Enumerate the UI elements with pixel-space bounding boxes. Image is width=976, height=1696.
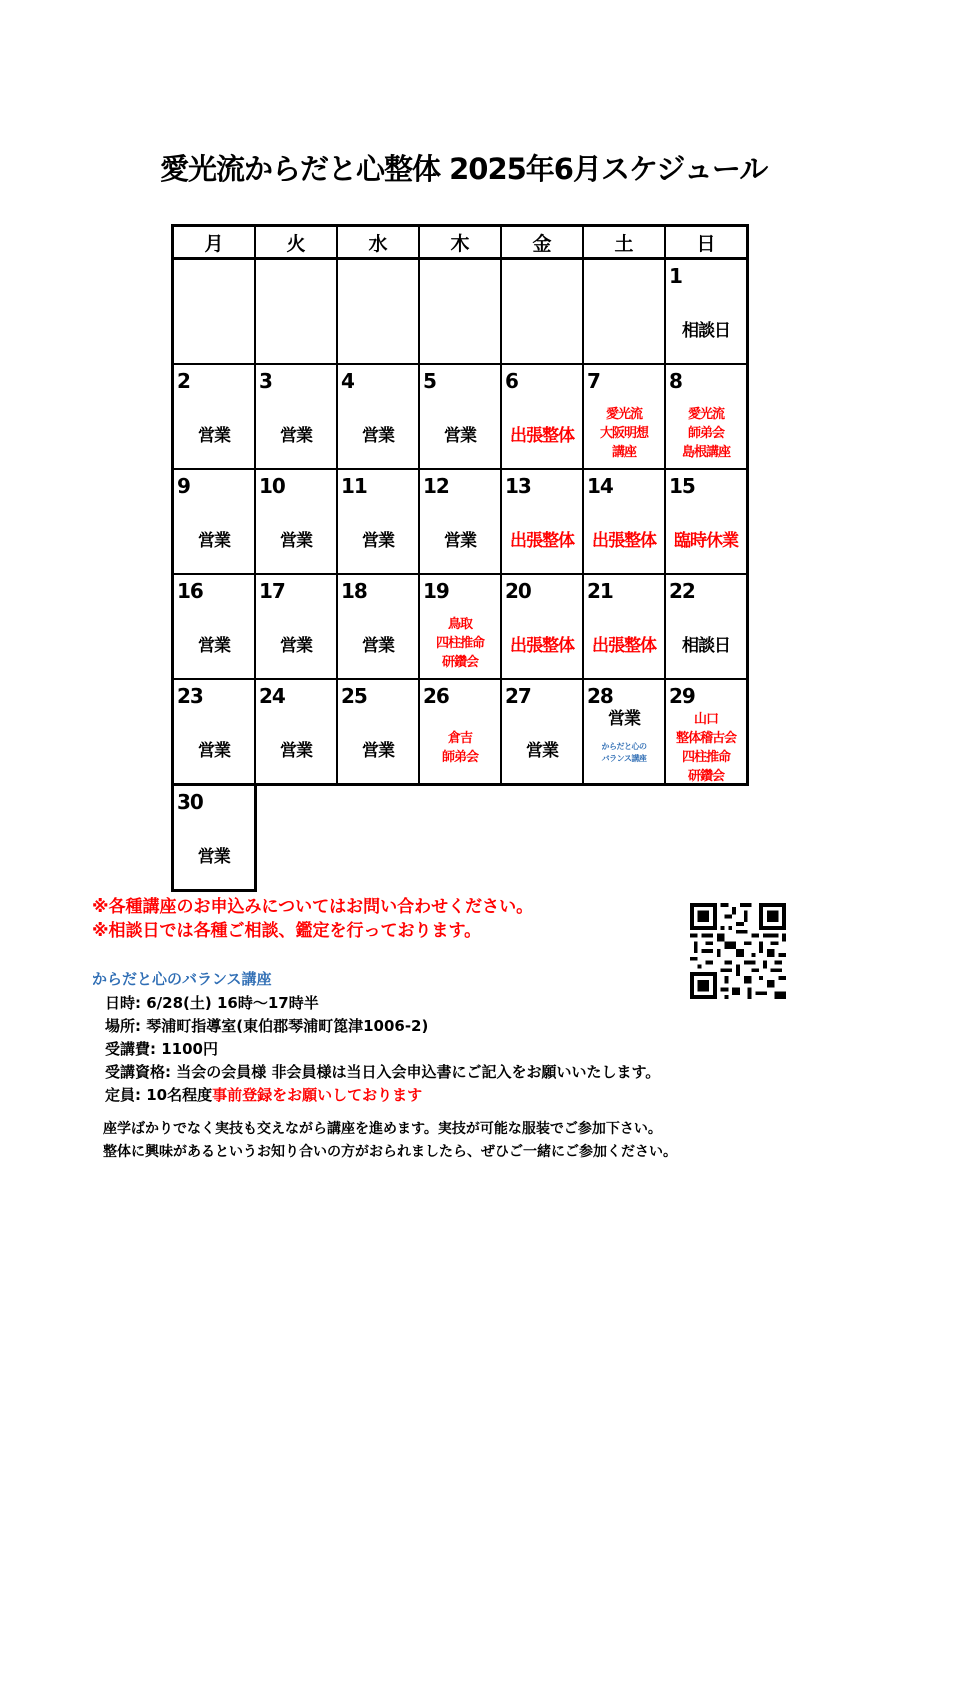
seminar-fee: 受講費: 1100円 xyxy=(105,1040,218,1058)
calendar-day-cell xyxy=(501,574,583,679)
calendar-day-cell xyxy=(665,679,748,785)
weekday-fri: 金 xyxy=(501,226,583,259)
event-line: 営業 xyxy=(280,740,312,761)
calendar-week-row xyxy=(173,469,748,574)
calendar-day-cell xyxy=(255,679,337,785)
seminar-capacity xyxy=(105,1084,660,1107)
event-line: 営業 xyxy=(362,530,394,551)
seminar-place: 場所: 琴浦町指導室(東伯郡琴浦町箆津1006-2) xyxy=(105,1017,429,1035)
event-line: 大阪明想 xyxy=(599,425,648,441)
day-event xyxy=(174,508,254,568)
event-line: 相談日 xyxy=(682,320,730,341)
calendar-empty-cell xyxy=(255,259,337,365)
event-line: 営業 xyxy=(362,635,394,656)
calendar-empty-cell xyxy=(337,259,419,365)
day-number: 10 xyxy=(259,474,285,498)
calendar-week-row xyxy=(173,364,748,469)
calendar-day-cell xyxy=(583,679,665,785)
event-line: 営業 xyxy=(608,709,640,729)
note-line: ※相談日では各種ご相談、鑑定を行っております。 xyxy=(92,921,482,941)
seminar-description xyxy=(103,1118,677,1164)
calendar-day-cell xyxy=(255,574,337,679)
day-event xyxy=(420,508,500,568)
event-line: 営業 xyxy=(280,425,312,446)
capacity-note: 事前登録をお願いしております xyxy=(212,1086,423,1104)
event-line: 営業 xyxy=(444,530,476,551)
day-number: 25 xyxy=(341,684,367,708)
weekday-tue: 火 xyxy=(255,226,337,259)
day-event xyxy=(256,718,336,778)
day-event xyxy=(666,613,746,673)
day-event xyxy=(256,613,336,673)
event-line: 四柱推命 xyxy=(681,750,730,765)
event-subline: からだと心の xyxy=(601,742,647,751)
day-event xyxy=(502,508,582,568)
day-number: 13 xyxy=(505,474,531,498)
calendar-day-cell xyxy=(665,259,748,365)
day-number: 11 xyxy=(341,474,367,498)
event-line: 出張整体 xyxy=(592,635,656,656)
day-event xyxy=(420,718,500,778)
calendar-day-cell xyxy=(665,364,748,469)
day-event xyxy=(584,613,664,673)
calendar-week-row xyxy=(173,574,748,679)
weekday-header-row xyxy=(173,226,748,259)
calendar-empty-cell xyxy=(419,259,501,365)
day-event xyxy=(256,508,336,568)
day-event xyxy=(174,613,254,673)
event-line: 営業 xyxy=(444,425,476,446)
event-line: 営業 xyxy=(280,530,312,551)
event-line: 愛光流 xyxy=(605,406,642,422)
day-number: 12 xyxy=(423,474,449,498)
event-line: 講座 xyxy=(611,444,636,460)
calendar-day-cell xyxy=(419,574,501,679)
empty-space xyxy=(337,785,419,891)
event-line: 四柱推命 xyxy=(435,635,484,651)
event-line: 山口 xyxy=(693,712,718,727)
desc-line: 座学ばかりでなく実技も交えながら講座を進めます。実技が可能な服装でご参加下さい。 xyxy=(103,1121,662,1137)
event-line: 倉吉 xyxy=(447,731,472,746)
day-number: 28 xyxy=(587,684,613,708)
empty-space xyxy=(419,785,501,891)
page-title: 愛光流からだと心整体 2025年6月スケジュール xyxy=(160,152,768,186)
notes xyxy=(92,895,533,943)
event-line: 鳥取 xyxy=(447,616,472,632)
event-line: 愛光流 xyxy=(687,406,724,422)
day-event xyxy=(174,718,254,778)
day-event xyxy=(420,403,500,463)
day-number: 17 xyxy=(259,579,285,603)
calendar-day-cell xyxy=(583,364,665,469)
day-event xyxy=(174,824,254,884)
calendar-day-cell xyxy=(583,469,665,574)
event-line: 出張整体 xyxy=(592,530,656,551)
event-line: 営業 xyxy=(280,635,312,656)
calendar-day-cell xyxy=(173,679,256,785)
calendar-day-cell xyxy=(337,469,419,574)
event-line: 臨時休業 xyxy=(674,530,738,551)
event-line: 営業 xyxy=(526,740,558,761)
calendar-day-cell xyxy=(419,469,501,574)
day-number: 21 xyxy=(587,579,613,603)
day-number: 20 xyxy=(505,579,531,603)
event-line: 相談日 xyxy=(682,635,730,656)
day-event xyxy=(502,403,582,463)
event-line: 営業 xyxy=(198,635,230,656)
calendar-week-row xyxy=(173,785,748,891)
event-line: 師弟会 xyxy=(687,425,724,441)
event-subline: バランス講座 xyxy=(601,754,647,763)
day-event xyxy=(584,508,664,568)
event-line: 島根講座 xyxy=(681,444,730,460)
day-event xyxy=(256,403,336,463)
qr-code-icon[interactable] xyxy=(690,903,786,999)
event-line: 研鑽会 xyxy=(687,769,724,784)
capacity-label: 定員: 10名程度 xyxy=(105,1086,213,1104)
day-event xyxy=(174,403,254,463)
calendar-day-cell xyxy=(255,364,337,469)
event-line: 営業 xyxy=(198,425,230,446)
day-number: 29 xyxy=(669,684,695,708)
day-number: 1 xyxy=(669,264,682,288)
calendar-empty-cell xyxy=(501,259,583,365)
event-line: 営業 xyxy=(198,740,230,761)
day-number: 19 xyxy=(423,579,449,603)
calendar-day-cell xyxy=(665,469,748,574)
day-number: 3 xyxy=(259,369,272,393)
empty-space xyxy=(501,785,583,891)
event-line: 出張整体 xyxy=(510,425,574,446)
weekday-mon: 月 xyxy=(173,226,256,259)
day-event xyxy=(666,712,746,784)
day-number: 27 xyxy=(505,684,531,708)
calendar-day-cell xyxy=(173,469,256,574)
event-line: 営業 xyxy=(197,846,230,867)
note-line: ※各種講座のお申込みについてはお問い合わせください。 xyxy=(92,897,534,917)
weekday-sat: 土 xyxy=(583,226,665,259)
calendar-empty-cell xyxy=(173,259,256,365)
calendar-day-cell xyxy=(583,574,665,679)
day-number: 9 xyxy=(177,474,190,498)
seminar-eligibility: 受講資格: 当会の会員様 非会員様は当日入会申込書にご記入をお願いいたします。 xyxy=(105,1063,661,1081)
calendar-table xyxy=(171,224,749,892)
calendar-day-cell xyxy=(419,364,501,469)
day-event xyxy=(502,613,582,673)
day-event xyxy=(338,403,418,463)
weekday-wed: 水 xyxy=(337,226,419,259)
event-line: 営業 xyxy=(362,425,394,446)
day-event xyxy=(420,613,500,673)
calendar-day-cell xyxy=(337,364,419,469)
day-event xyxy=(338,508,418,568)
event-line: 営業 xyxy=(362,740,394,761)
day-event xyxy=(666,298,746,358)
day-number: 2 xyxy=(177,369,190,393)
desc-line: 整体に興味があるというお知り合いの方がおられましたら、ぜひご一緒にご参加ください。 xyxy=(103,1144,677,1160)
day-event xyxy=(666,508,746,568)
calendar-empty-cell xyxy=(583,259,665,365)
day-event xyxy=(584,704,664,780)
day-event xyxy=(666,403,746,463)
day-number: 4 xyxy=(341,369,354,393)
calendar-day-cell xyxy=(173,364,256,469)
day-number: 14 xyxy=(587,474,613,498)
day-number: 16 xyxy=(177,579,203,603)
calendar-day-cell xyxy=(255,469,337,574)
empty-space xyxy=(583,785,665,891)
day-event xyxy=(338,613,418,673)
empty-space xyxy=(255,785,337,891)
day-number: 6 xyxy=(505,369,518,393)
weekday-thu: 木 xyxy=(419,226,501,259)
calendar-body xyxy=(173,259,748,891)
seminar-date: 日時: 6/28(土) 16時～17時半 xyxy=(105,994,319,1012)
day-number: 5 xyxy=(423,369,436,393)
event-line: 出張整体 xyxy=(510,635,574,656)
day-number: 30 xyxy=(177,790,203,814)
event-line: 出張整体 xyxy=(510,530,574,551)
day-number: 8 xyxy=(669,369,682,393)
day-number: 22 xyxy=(669,579,695,603)
day-number: 24 xyxy=(259,684,285,708)
day-number: 18 xyxy=(341,579,367,603)
calendar-day-cell xyxy=(419,679,501,785)
day-event xyxy=(502,718,582,778)
empty-space xyxy=(665,785,748,891)
calendar-day-cell xyxy=(173,574,256,679)
event-line: 研鑽会 xyxy=(441,654,478,670)
event-line: 整体稽古会 xyxy=(675,731,736,746)
calendar-week-row xyxy=(173,679,748,785)
day-number: 15 xyxy=(669,474,695,498)
event-line: 師弟会 xyxy=(441,750,478,765)
calendar-day-cell xyxy=(501,469,583,574)
calendar-day-cell xyxy=(501,679,583,785)
day-number: 23 xyxy=(177,684,203,708)
event-line: 営業 xyxy=(198,530,230,551)
day-number: 7 xyxy=(587,369,600,393)
calendar-day-cell xyxy=(173,785,256,891)
calendar-day-cell xyxy=(337,574,419,679)
day-event xyxy=(584,403,664,463)
weekday-sun: 日 xyxy=(665,226,748,259)
day-event xyxy=(338,718,418,778)
calendar-day-cell xyxy=(337,679,419,785)
calendar-day-cell xyxy=(665,574,748,679)
seminar-heading: からだと心のバランス講座 xyxy=(92,970,272,988)
day-number: 26 xyxy=(423,684,449,708)
seminar-info xyxy=(105,992,660,1107)
calendar-week-row xyxy=(173,259,748,365)
calendar-day-cell xyxy=(501,364,583,469)
